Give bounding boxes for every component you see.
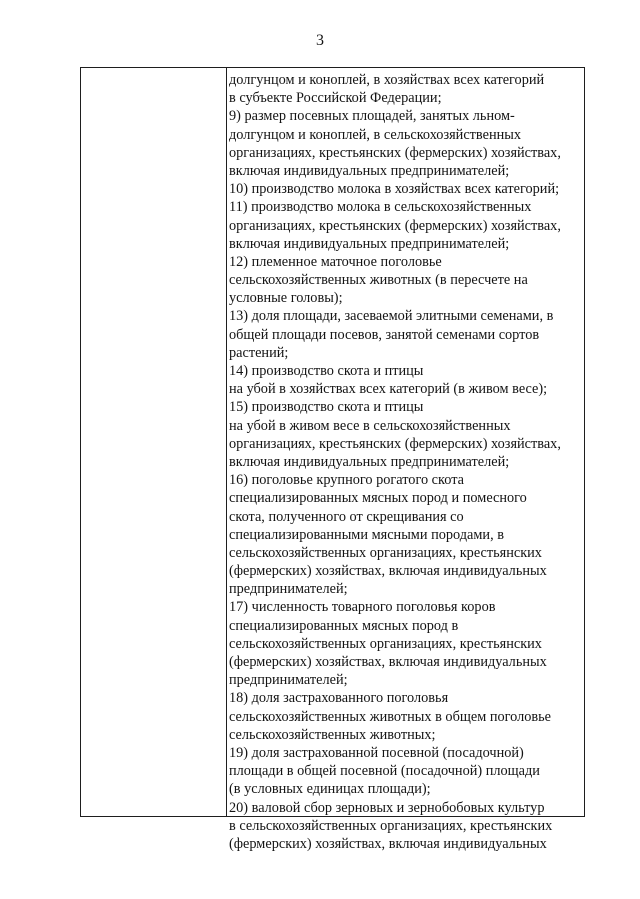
text-line: площади в общей посевной (посадочной) площади [229,763,540,780]
text-line: 10) производство молока в хозяйствах всех категорий; [229,181,560,198]
text-line: (фермерских) хозяйствах, включая индивидуальных [229,563,547,580]
table-right-cell [229,71,583,853]
text-line: специализированных мясных пород в [229,617,459,634]
text-line: в сельскохозяйственных организациях, крестьянских [229,817,553,834]
text-line: сельскохозяйственных животных (в пересчете на [229,272,528,289]
text-line: общей площади посевов, занятой семенами сортов [229,326,540,343]
text-line: растений; [229,344,289,361]
text-line: на убой в хозяйствах всех категорий (в живом весе); [229,381,548,398]
text-line: 15) производство скота и птицы [229,399,424,416]
text-line: 20) валовой сбор зерновых и зернобобовых культур [229,799,545,816]
page-number: 3 [316,32,324,49]
text-line: 12) племенное маточное поголовье [229,253,442,270]
document-table [80,67,585,852]
text-line: включая индивидуальных предпринимателей; [229,162,510,179]
text-line: условные головы); [229,290,343,307]
text-line: организациях, крестьянских (фермерских) хозяйствах, [229,217,561,234]
text-line: специализированными мясными породами, в [229,526,504,543]
text-line: долгунцом и коноплей, в хозяйствах всех категорий [229,72,545,88]
text-line: (в условных единицах площади); [229,781,431,798]
text-line: организациях, крестьянских (фермерских) хозяйствах, [229,144,561,161]
text-line: (фермерских) хозяйствах, включая индивидуальных [229,654,547,670]
table-left-cell [81,68,226,816]
text-line: сельскохозяйственных животных; [229,726,436,743]
text-line: 14) производство скота и птицы [229,363,424,379]
text-line: 11) производство молока в сельскохозяйственных [229,199,532,216]
text-line: включая индивидуальных предпринимателей; [229,453,510,470]
text-line: 16) поголовье крупного рогатого скота [229,472,464,489]
column-divider [226,68,227,816]
text-line: скота, полученного от скрещивания со [229,508,464,525]
text-line: (фермерских) хозяйствах, включая индивидуальных [229,835,547,852]
text-line: 19) доля застрахованной посевной (посадочной) [229,744,524,761]
text-line: специализированных мясных пород и помесного [229,490,527,507]
text-line: сельскохозяйственных организациях, крестьянских [229,635,542,652]
text-line: 18) доля застрахованного поголовья [229,690,449,707]
text-line: 9) размер посевных площадей, занятых льном- [229,108,515,125]
text-line: в субъекте Российской Федерации; [229,90,442,107]
text-line: 13) доля площади, засеваемой элитными семенами, в [229,308,554,325]
text-line: предпринимателей; [229,672,348,689]
text-line: включая индивидуальных предпринимателей; [229,235,510,252]
text-line: организациях, крестьянских (фермерских) хозяйствах, [229,435,561,452]
text-line: долгунцом и коноплей, в сельскохозяйственных [229,126,521,143]
text-line: 17) численность товарного поголовья коров [229,599,496,616]
text-line: на убой в живом весе в сельскохозяйственных [229,417,511,434]
text-line: сельскохозяйственных организациях, крестьянских [229,544,542,561]
text-line: сельскохозяйственных животных в общем поголовье [229,708,552,725]
text-line: предпринимателей; [229,581,348,598]
